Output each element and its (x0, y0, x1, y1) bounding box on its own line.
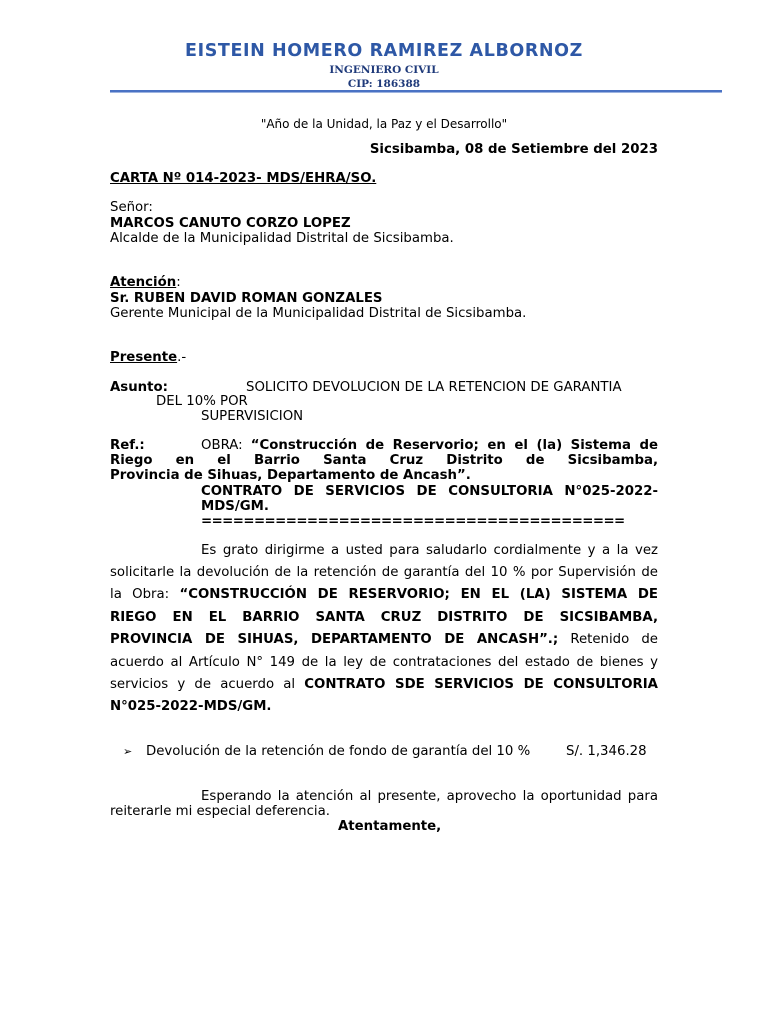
body-line3-prefix: la Obra: (110, 587, 180, 602)
attention-colon: : (176, 275, 181, 290)
body-line5-rest: Retenido de (558, 632, 658, 647)
subject-line2: DEL 10% POR (156, 394, 248, 409)
body-line8: N°025-2022-MDS/GM. (110, 699, 272, 714)
closing-signoff: Atentamente, (338, 819, 442, 834)
subject-line3: SUPERVISICION (201, 409, 304, 424)
letterhead-profession: INGENIERO CIVIL (329, 64, 439, 76)
subject-label: Asunto: (110, 380, 168, 395)
recipient-salutation: Señor: (110, 200, 153, 215)
attention-title: Gerente Municipal de la Municipalidad Distrital de Sicsibamba. (110, 306, 527, 321)
reference-obra-title-start: “Construcción de Reservorio; en el (la) Sistema de (250, 438, 658, 453)
bullet-amount: S/. 1,346.28 (566, 744, 647, 759)
body-line3-obra: “CONSTRUCCIÓN DE RESERVORIO; EN EL (LA) SISTEMA DE (179, 587, 658, 602)
date-line: Sicsibamba, 08 de Setiembre del 2023 (369, 142, 658, 157)
body-line7-contract: CONTRATO SDE SERVICIOS DE CONSULTORIA (304, 677, 658, 692)
reference-obra-line1 (201, 438, 658, 453)
reference-obra-prefix: OBRA: (201, 438, 251, 453)
presente-label: Presente (110, 350, 178, 365)
reference-contract-line2: MDS/GM. (201, 499, 269, 514)
body-line1: Es grato dirigirme a usted para saludarlo cordialmente y a la vez (201, 543, 658, 558)
letterhead-name: EISTEIN HOMERO RAMIREZ ALBORNOZ (185, 41, 583, 61)
body-line3 (110, 587, 658, 602)
body-line2: solicitarle la devolución de la retención de garantía del 10 % por Supervisión de (110, 565, 658, 580)
reference-obra-line2: Riego en el Barrio Santa Cruz Distrito de Sicsibamba, (110, 453, 658, 468)
reference-separator: ======================================== (201, 514, 625, 529)
presente-heading (110, 350, 186, 365)
body-line5-obra-end: PROVINCIA DE SIHUAS, DEPARTAMENTO DE ANCASH”.; (110, 632, 559, 647)
body-line7-prefix: servicios y de acuerdo al (110, 677, 305, 692)
carta-number: CARTA Nº 014-2023- MDS/EHRA/SO. (110, 171, 377, 186)
year-motto: "Año de la Unidad, la Paz y el Desarrollo" (260, 117, 508, 131)
letterhead-rule-thin (110, 92, 722, 93)
closing-line2: reiterarle mi especial deferencia. (110, 804, 330, 819)
body-line6: acuerdo al Artículo N° 149 de la ley de contrataciones del estado de bienes y (110, 655, 658, 670)
subject-line1: SOLICITO DEVOLUCION DE LA RETENCION DE GARANTIA (246, 380, 622, 395)
reference-obra-line3: Provincia de Sihuas, Departamento de Ancash”. (110, 468, 471, 483)
attention-heading (110, 275, 181, 290)
closing-line1: Esperando la atención al presente, aprovecho la oportunidad para (201, 789, 658, 804)
presente-suffix: .- (177, 350, 187, 365)
recipient-title: Alcalde de la Municipalidad Distrital de Sicsibamba. (110, 231, 454, 246)
bullet-text: Devolución de la retención de fondo de garantía del 10 % (146, 744, 531, 759)
reference-contract-line1: CONTRATO DE SERVICIOS DE CONSULTORIA N°025-2022- (201, 484, 658, 499)
attention-label: Atención (110, 275, 177, 290)
letterhead-cip: CIP: 186388 (347, 78, 421, 90)
body-line7 (110, 677, 658, 692)
attention-name: Sr. RUBEN DAVID ROMAN GONZALES (110, 291, 383, 306)
body-line4: RIEGO EN EL BARRIO SANTA CRUZ DISTRITO DE SICSIBAMBA, (110, 610, 658, 625)
reference-label: Ref.: (110, 438, 145, 453)
bullet-arrow-icon: ➢ (123, 745, 133, 758)
recipient-name: MARCOS CANUTO CORZO LOPEZ (110, 216, 351, 231)
body-line5 (110, 632, 658, 647)
